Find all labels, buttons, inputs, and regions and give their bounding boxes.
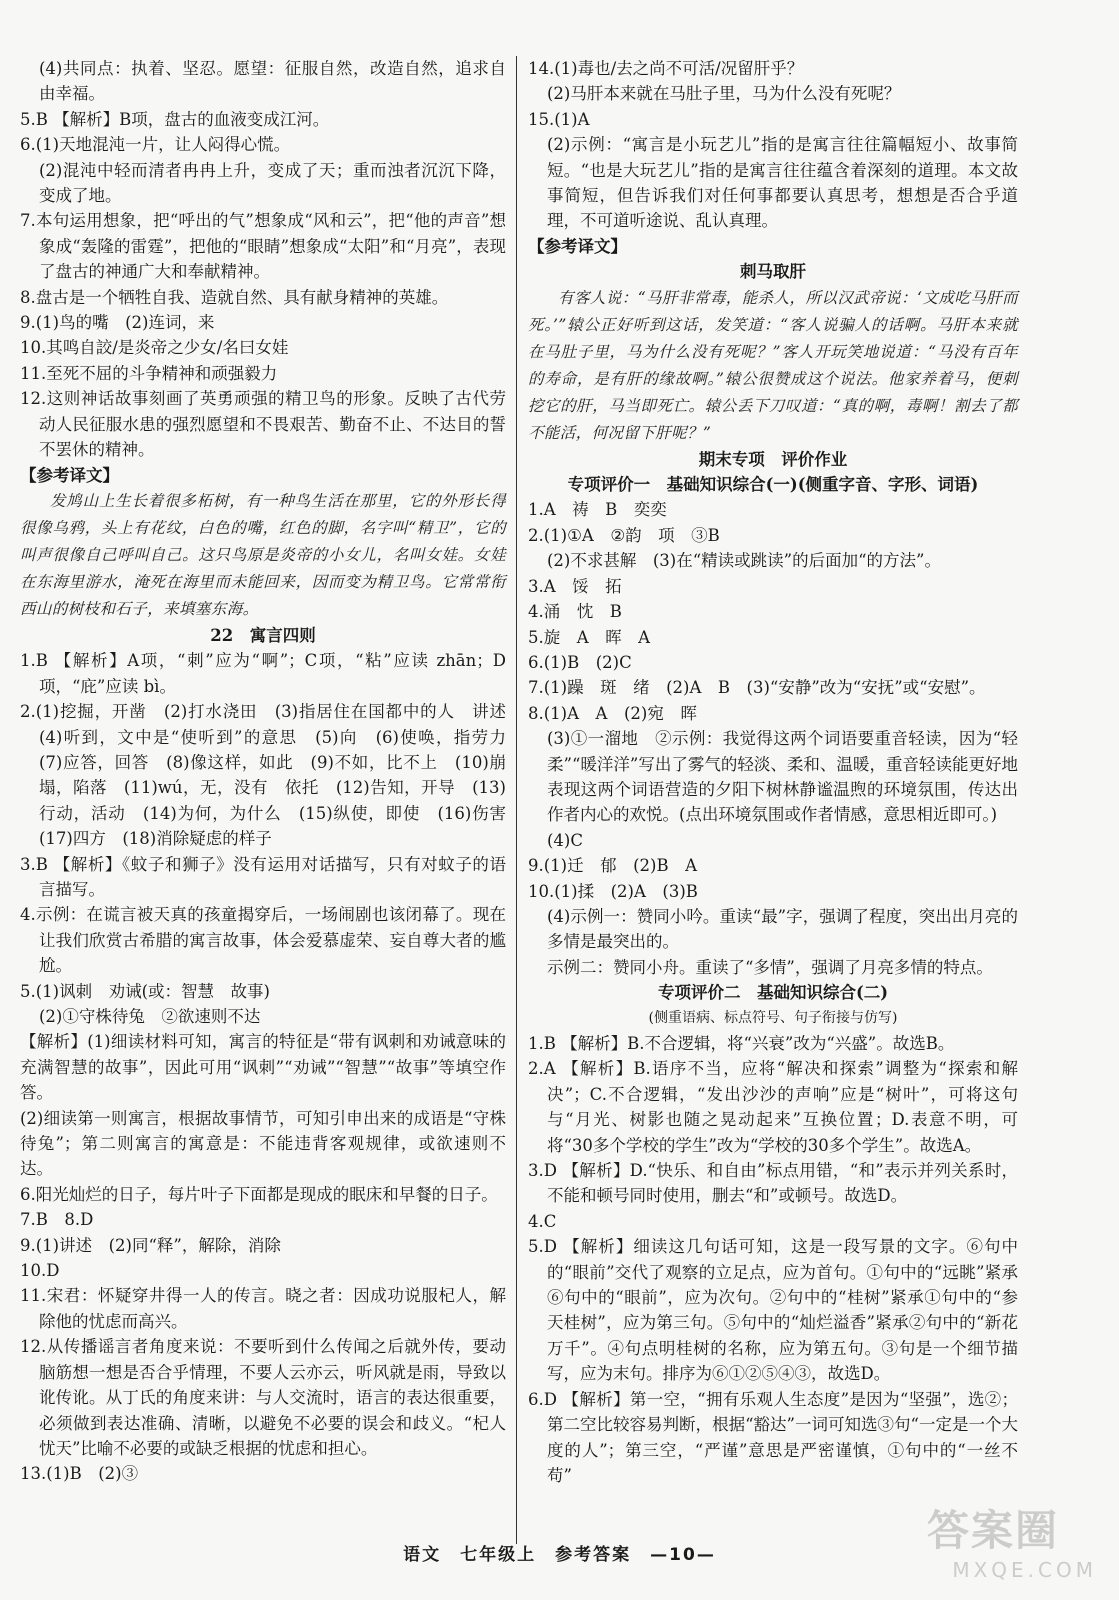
watermark-text: 答案圈 [927, 1506, 1060, 1555]
section-heading: 专项评价二 基础知识综合(二) [657, 983, 889, 1003]
answer-paragraph: (侧重语病、标点符号、句子衔接与仿写) [648, 1009, 898, 1026]
answer-paragraph: 4.涌 忱 B [528, 602, 622, 622]
answer-paragraph: 10.D [20, 1261, 60, 1281]
section-heading: 专项评价一 基础知识综合(一)(侧重字音、字形、词语) [567, 475, 979, 495]
answer-paragraph: 11.至死不屈的斗争精神和顽强毅力 [20, 363, 278, 383]
answer-paragraph: 12.从传播谣言者角度来说：不要听到什么传闻之后就外传，要动脑筋想一想是否合乎情理，不要人云亦云，听风就是雨，导致以讹传讹。从丁氏的角度来讲：与人交流时，语言的表达很重要，必须做到表达准确、清晰，以避免不必要的误会和歧义。“杞人忧天”比喻不必要的或缺乏根据的忧虑和担心。 [20, 1337, 506, 1458]
answer-paragraph: 【参考译文】 [20, 465, 119, 485]
answer-paragraph: 5.旋 A 晖 A [528, 627, 651, 647]
answer-paragraph: 发鸠山上生长着很多柘树，有一种鸟生活在那里，它的外形长得很像乌鸦，头上有花纹，白色的嘴，红色的脚，名字叫“精卫”，它的叫声很像自己呼叫自己。这只鸟原是炎帝的小女儿，名叫女娃。女娃在东海里游水，淹死在海里而未能回来，因而变为精卫鸟。它常常衔西山的树枝和石子，来填塞东海。 [20, 491, 506, 618]
answer-paragraph: 5.D 【解析】细读这几句话可知，这是一段写景的文字。⑥句中的“眼前”交代了观察的立足点，应为首句。①句中的“远眺”紧承⑥句中的“眼前”，应为次句。②句中的“桂树”紧承①句中的“参天桂树”，应为第三句。⑤句中的“灿烂溢香”紧承②句中的“新花万千”。④句点明桂树的名称，应为第五句。③句是一个细节描写，应为末句。排序为⑥①②⑤④③，故选D。 [528, 1237, 1018, 1384]
answer-paragraph: 1.A 祷 B 奕奕 [528, 500, 667, 520]
page-footer: 语文 七年级上 参考答案 —10— [403, 1545, 716, 1565]
answer-paragraph: 9.(1)鸟的嘴 (2)连词，来 [20, 313, 215, 333]
answer-paragraph: 5.B 【解析】B项，盘古的血液变成江河。 [20, 109, 330, 129]
section-heading: 刺马取肝 [740, 262, 806, 282]
answer-paragraph: 6.阳光灿烂的日子，每片叶子下面都是现成的眠床和早餐的日子。 [20, 1184, 498, 1204]
column-divider [516, 56, 517, 1544]
answer-paragraph: (4)共同点：执着、坚忍。愿望：征服自然，改造自然，追求自由幸福。 [39, 59, 506, 104]
watermark-url: MXQE.COM [952, 1558, 1097, 1582]
answer-paragraph: 2.(1)①A ②韵 项 ③B [528, 525, 720, 545]
answer-paragraph: 3.B 【解析】《蚊子和狮子》没有运用对话描写，只有对蚊子的语言描写。 [20, 854, 506, 899]
answer-paragraph: 1.B 【解析】B.不合逻辑，将“兴衰”改为“兴盛”。故选B。 [528, 1034, 955, 1053]
answer-paragraph: (3)①一溜地 ②示例：我觉得这两个词语要重音轻读，因为“轻柔”“暖洋洋”写出了雾气的轻淡、柔和、温暖，重音轻读能更好地表现这两个词语营造的夕阳下树林静谧温煦的环境氛围，传达出作者内心的欢悦。(点出环境氛围或作者情感，意思相近即可。) [547, 729, 1018, 825]
answer-paragraph: 7.B 8.D [20, 1210, 94, 1230]
answer-paragraph: 6.(1)天地混沌一片，让人闷得心慌。 [20, 135, 291, 155]
answer-paragraph: 4.C [528, 1211, 557, 1231]
answer-paragraph: (2)不求甚解 (3)在“精读或跳读”的后面加“的方法”。 [547, 551, 941, 571]
answer-paragraph: 有客人说：“马肝非常毒，能杀人，所以汉武帝说：‘文成吃马肝而死。’”辕公正好听到这话，发笑道：“客人说骗人的话啊。马肝本来就在马肚子里，马为什么没有死呢？”客人开玩笑地说道：“马没有百年的寿命，是有肝的缘故啊。”辕公很赞成这个说法。他家养着马，便刺挖它的肝，马当即死亡。辕公丢下刀叹道：“真的啊，毒啊！割去了都不能活，何况留下肝呢？” [528, 288, 1018, 442]
answer-paragraph: 2.A 【解析】B.语序不当，应将“解决和探索”调整为“探索和解决”；C.不合逻辑，“发出沙沙的声响”应是“树叶”，可将这句与“月光、树影也随之晃动起来”互换位置；D.表意不明，可将“30多个学校的学生”改为“学校的30多个学生”。故选A。 [528, 1059, 1018, 1155]
section-heading: 22 寓言四则 [210, 625, 316, 645]
answer-paragraph: 10.其鸣自詨/是炎帝之少女/名曰女娃 [20, 338, 289, 358]
left-column [20, 56, 523, 1487]
watermark-logo [927, 1498, 1097, 1582]
answer-paragraph: 8.盘古是一个牺牲自我、造就自然、具有献身精神的英雄。 [20, 287, 449, 307]
answer-paragraph: 10.(1)揉 (2)A (3)B [528, 881, 698, 901]
answer-paragraph: 【参考译文】 [528, 236, 627, 256]
answer-paragraph: 9.(1)迁 郁 (2)B A [528, 856, 698, 876]
answer-paragraph: (4)示例一：赞同小吟。重读“最”字，强调了程度，突出出月亮的多情是最突出的。 [547, 906, 1018, 952]
answer-paragraph: (2)①守株待兔 ②欲速则不达 [39, 1007, 261, 1026]
answer-paragraph: 13.(1)B (2)③ [20, 1464, 139, 1484]
answer-paragraph: (4)C [547, 830, 583, 850]
answer-paragraph: 1.B 【解析】A项，“刺”应为“啊”；C项，“粘”应读 zhān；D项，“庇”应读 bì。 [20, 651, 506, 696]
answer-paragraph: 12.这则神话故事刻画了英勇顽强的精卫鸟的形象。反映了古代劳动人民征服水患的强烈愿望和不畏艰苦、勤奋不止、不达目的誓不罢休的精神。 [20, 389, 506, 460]
answer-paragraph: (2)马肝本来就在马肚子里，马为什么没有死呢？ [547, 84, 901, 104]
answer-paragraph: 【解析】(1)细读材料可知，寓言的特征是“带有讽刺和劝诫意味的充满智慧的故事”，因此可用“讽刺”“劝诫”“智慧”“故事”等填空作答。 [20, 1032, 506, 1103]
section-heading: 期末专项 评价作业 [698, 449, 848, 469]
answer-paragraph: 3.D 【解析】D.“快乐、和自由”标点用错，“和”表示并列关系时，不能和顿号同时使用，删去“和”或顿号。故选D。 [528, 1161, 1018, 1206]
answer-paragraph: (2)示例：“寓言是小玩艺儿”指的是寓言往往篇幅短小、故事简短。“也是大玩艺儿”指的是寓言往往蕴含着深刻的道理。本文故事简短，但告诉我们对任何事都要认真思考，想想是否合乎道理，不可道听途说、乱认真理。 [547, 135, 1018, 231]
answer-paragraph: 6.(1)B (2)C [528, 652, 632, 672]
answer-paragraph: 5.(1)讽刺 劝诫(或：智慧 故事) [20, 981, 270, 1001]
right-column [528, 56, 1018, 1488]
answer-paragraph: 7.本句运用想象，把“呼出的气”想象成“风和云”，把“他的声音”想象成“轰隆的雷霆”，把他的“眼睛”想象成“太阳”和“月亮”，表现了盘古的神通广大和奉献精神。 [20, 211, 506, 282]
answer-paragraph: (2)细读第一则寓言，根据故事情节，可知引申出来的成语是“守株待兔”；第二则寓言的寓意是：不能违背客观规律，或欲速则不达。 [20, 1108, 506, 1179]
answer-paragraph: 7.(1)躁 斑 绪 (2)A B (3)“安静”改为“安抚”或“安慰”。 [528, 678, 986, 698]
answer-paragraph: 2.(1)挖掘，开凿 (2)打水浇田 (3)指居住在国都中的人 讲述 (4)听到，文中是“使听到”的意思 (5)向 (6)使唤，指劳力 (7)应答，回答 (8)像这样，如此 (9)不如，比不上 (10)崩塌，陷落 (11)wú，无，没有 依托 (12)告知，开导 (13)行动，活动 (14)为何，为什么 (15)纵使，即使 (16)伤害 (17)四方 (18)消除疑虑的样子 [20, 702, 523, 849]
answer-paragraph: 15.(1)A [528, 109, 590, 129]
answer-paragraph: (2)混沌中轻而清者冉冉上升，变成了天；重而浊者沉沉下降，变成了地。 [39, 160, 506, 206]
answer-paragraph: 4.示例：在谎言被天真的孩童揭穿后，一场闹剧也该闭幕了。现在让我们欣赏古希腊的寓言故事，体会爱慕虚荣、妄自尊大者的尴尬。 [20, 905, 506, 976]
answer-paragraph: 6.D 【解析】第一空，“拥有乐观人生态度”是因为“坚强”，选②；第二空比较容易判断，根据“豁达”一词可知选③句“一定是一个大度的人”；第三空，“严谨”意思是严密谨慎，①句中的“一丝不苟” [528, 1389, 1018, 1485]
answer-paragraph: 9.(1)讲述 (2)同“释”，解除，消除 [20, 1235, 281, 1255]
answer-paragraph: 3.A 馁 拓 [528, 576, 622, 596]
answer-paragraph: 示例二：赞同小舟。重读了“多情”，强调了月亮多情的特点。 [547, 957, 993, 977]
answer-paragraph: 14.(1)毒也/去之尚不可活/况留肝乎？ [528, 59, 804, 78]
answer-paragraph: 11.宋君：怀疑穿井得一人的传言。晓之者：因成功说服杞人，解除他的忧虑而高兴。 [20, 1286, 506, 1331]
answer-paragraph: 8.(1)A A (2)宛 晖 [528, 703, 697, 723]
